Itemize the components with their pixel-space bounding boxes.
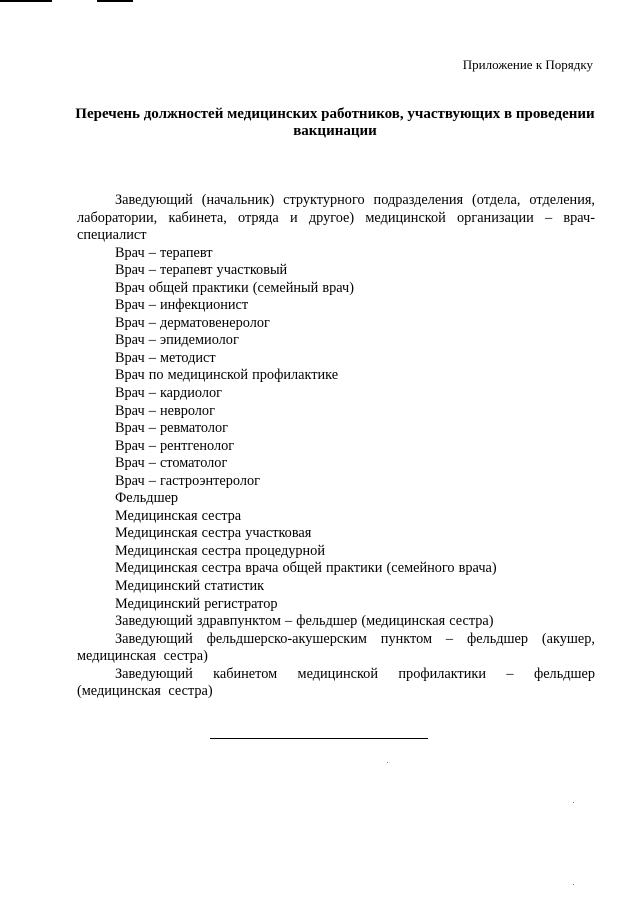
list-item: Фельдшер bbox=[115, 490, 179, 507]
scan-edge-mark bbox=[0, 0, 52, 2]
list-item: Заведующий кабинетом медицинской профилактики – фельдшер (медицинская сестра) bbox=[77, 665, 595, 700]
list-item: Врач общей практики (семейный врач) bbox=[115, 279, 354, 296]
positions-list bbox=[77, 192, 595, 701]
list-item: Врач – ревматолог bbox=[115, 420, 229, 437]
scan-speck bbox=[387, 762, 388, 763]
list-item: Медицинский регистратор bbox=[115, 595, 278, 612]
list-item: Врач – методист bbox=[115, 349, 216, 366]
list-item: Медицинская сестра bbox=[115, 507, 242, 524]
appendix-label: Приложение к Порядку bbox=[462, 57, 593, 72]
list-item: Врач по медицинской профилактике bbox=[115, 367, 339, 384]
list-item: Медицинская сестра участковая bbox=[115, 525, 312, 542]
list-item: Врач – эпидемиолог bbox=[115, 332, 239, 349]
list-item: Врач – гастроэнтеролог bbox=[115, 472, 261, 489]
list-item: Врач – кардиолог bbox=[115, 385, 223, 402]
scan-speck bbox=[573, 884, 574, 885]
list-item: Заведующий фельдшерско-акушерским пунктом – фельдшер (акушер, медицинская сестра) bbox=[77, 630, 595, 665]
signature-line bbox=[210, 738, 428, 739]
document-title: Перечень должностей медицинских работников, участвующих в проведении вакцинации bbox=[75, 106, 595, 139]
scan-edge-mark bbox=[97, 0, 133, 2]
list-item: Медицинская сестра врача общей практики (семейного врача) bbox=[115, 560, 497, 577]
scan-speck bbox=[573, 802, 574, 803]
list-item: Врач – рентгенолог bbox=[115, 437, 235, 454]
list-item: Врач – дерматовенеролог bbox=[115, 314, 270, 331]
list-item: Заведующий здравпунктом – фельдшер (медицинская сестра) bbox=[115, 613, 494, 630]
list-item: Врач – терапевт bbox=[115, 244, 213, 261]
list-item: Врач – невролог bbox=[115, 402, 215, 419]
list-item: Врач – инфекционист bbox=[115, 297, 249, 314]
list-item: Медицинский статистик bbox=[115, 578, 265, 595]
list-item: Заведующий (начальник) структурного подразделения (отдела, отделения, лаборатории, кабинета, отряда и другое) медицинской организации – врач-специалист bbox=[77, 192, 595, 244]
list-item: Врач – терапевт участковый bbox=[115, 262, 288, 279]
list-item: Медицинская сестра процедурной bbox=[115, 542, 325, 559]
list-item: Врач – стоматолог bbox=[115, 455, 228, 472]
